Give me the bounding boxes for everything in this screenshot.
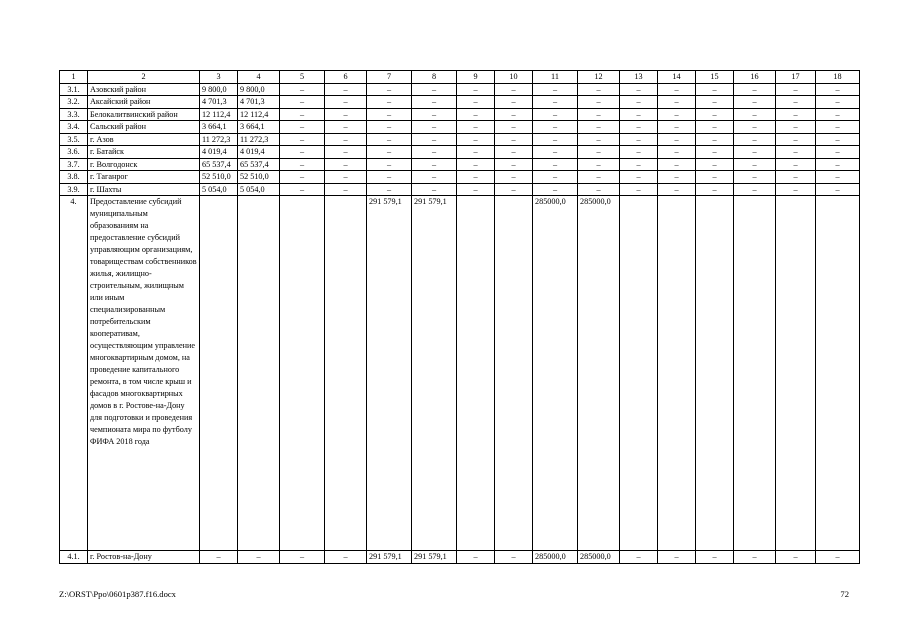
dash-cell: – (280, 83, 325, 96)
value-cell: 4 701,3 (200, 96, 238, 109)
header-cell: 4 (238, 71, 280, 84)
dash-cell: – (280, 121, 325, 134)
dash-cell: – (533, 83, 578, 96)
value-cell: 12 112,4 (200, 108, 238, 121)
value-cell: 291 579,1 (367, 196, 412, 551)
empty-cell (816, 196, 860, 551)
dash-cell: – (325, 96, 367, 109)
dash-cell: – (776, 108, 816, 121)
value-cell: 65 537,4 (200, 158, 238, 171)
row-number: 3.8. (60, 171, 88, 184)
dash-cell: – (696, 146, 734, 159)
dash-cell: – (734, 96, 776, 109)
row-number: 3.2. (60, 96, 88, 109)
table-row (60, 183, 860, 196)
dash-cell: – (325, 551, 367, 564)
dash-cell: – (816, 108, 860, 121)
dash-cell: – (495, 171, 533, 184)
dash-cell: – (578, 83, 620, 96)
value-cell: 5 054,0 (200, 183, 238, 196)
dash-cell: – (816, 171, 860, 184)
empty-cell (776, 196, 816, 551)
dash-cell: – (696, 158, 734, 171)
dash-cell: – (578, 146, 620, 159)
value-cell: 12 112,4 (238, 108, 280, 121)
table-row (60, 551, 860, 564)
table-header-row (60, 71, 860, 84)
dash-cell: – (280, 158, 325, 171)
dash-cell: – (412, 146, 457, 159)
dash-cell: – (776, 121, 816, 134)
dash-cell: – (658, 121, 696, 134)
page-number: 72 (840, 589, 849, 599)
row-number: 3.1. (60, 83, 88, 96)
header-cell: 18 (816, 71, 860, 84)
value-cell: 291 579,1 (412, 551, 457, 564)
dash-cell: – (776, 551, 816, 564)
dash-cell: – (620, 551, 658, 564)
dash-cell: – (734, 146, 776, 159)
row-name: г. Ростов-на-Дону (88, 551, 200, 564)
dash-cell: – (776, 171, 816, 184)
dash-cell: – (734, 133, 776, 146)
value-cell: 4 019,4 (200, 146, 238, 159)
dash-cell: – (412, 121, 457, 134)
dash-cell: – (578, 108, 620, 121)
dash-cell: – (280, 171, 325, 184)
dash-cell: – (280, 551, 325, 564)
dash-cell: – (696, 121, 734, 134)
value-cell: 11 272,3 (200, 133, 238, 146)
dash-cell: – (734, 121, 776, 134)
dash-cell: – (578, 96, 620, 109)
dash-cell: – (578, 171, 620, 184)
dash-cell: – (412, 83, 457, 96)
dash-cell: – (620, 108, 658, 121)
dash-cell: – (816, 96, 860, 109)
empty-cell (238, 196, 280, 551)
empty-cell (696, 196, 734, 551)
dash-cell: – (696, 183, 734, 196)
dash-cell: – (658, 551, 696, 564)
dash-cell: – (412, 96, 457, 109)
dash-cell: – (620, 171, 658, 184)
value-cell: 285000,0 (578, 551, 620, 564)
empty-cell (200, 196, 238, 551)
dash-cell: – (412, 183, 457, 196)
dash-cell: – (457, 133, 495, 146)
dash-cell: – (776, 183, 816, 196)
dash-cell: – (495, 551, 533, 564)
dash-cell: – (457, 158, 495, 171)
dash-cell: – (696, 171, 734, 184)
row-number: 3.7. (60, 158, 88, 171)
file-path: Z:\ORST\Ppo\0601p387.f16.docx (59, 589, 176, 599)
dash-cell: – (495, 146, 533, 159)
dash-cell: – (816, 133, 860, 146)
dash-cell: – (533, 171, 578, 184)
document-sheet (59, 70, 849, 564)
value-cell: 291 579,1 (412, 196, 457, 551)
dash-cell: – (578, 133, 620, 146)
dash-cell: – (533, 133, 578, 146)
budget-table (59, 70, 860, 564)
dash-cell: – (658, 133, 696, 146)
dash-cell: – (620, 183, 658, 196)
dash-cell: – (367, 133, 412, 146)
table-row (60, 158, 860, 171)
dash-cell: – (495, 121, 533, 134)
dash-cell: – (412, 133, 457, 146)
table-row-section-4 (60, 196, 860, 551)
row-name: Белокалитвинский район (88, 108, 200, 121)
dash-cell: – (457, 551, 495, 564)
table-row (60, 96, 860, 109)
dash-cell: – (367, 121, 412, 134)
dash-cell: – (280, 133, 325, 146)
dash-cell: – (658, 158, 696, 171)
dash-cell: – (696, 551, 734, 564)
table-row (60, 108, 860, 121)
header-cell: 8 (412, 71, 457, 84)
header-cell: 5 (280, 71, 325, 84)
row-number: 3.6. (60, 146, 88, 159)
header-cell: 7 (367, 71, 412, 84)
dash-cell: – (578, 158, 620, 171)
header-cell: 2 (88, 71, 200, 84)
empty-cell (495, 196, 533, 551)
dash-cell: – (620, 96, 658, 109)
dash-cell: – (495, 183, 533, 196)
table-row (60, 146, 860, 159)
dash-cell: – (734, 108, 776, 121)
dash-cell: – (658, 83, 696, 96)
value-cell: 52 510,0 (200, 171, 238, 184)
dash-cell: – (457, 108, 495, 121)
value-cell: 65 537,4 (238, 158, 280, 171)
row-name: Аксайский район (88, 96, 200, 109)
dash-cell: – (325, 183, 367, 196)
dash-cell: – (367, 146, 412, 159)
dash-cell: – (658, 171, 696, 184)
row-name: Предоставление субсидий муниципальным образованиям на предоставление субсидий управляющим организациям, товариществам собственников жилья, жилищно-строительным, жилищным или иным специализированным потребительским кооперативам, осуществляющим управление многоквартирным домом, на проведение капитального ремонта, в том числе крыш и фасадов многоквартирных домов в г. Ростове-на-Дону для подготовки и проведения чемпионата мира по футболу ФИФА 2018 года (88, 196, 200, 551)
dash-cell: – (200, 551, 238, 564)
dash-cell: – (533, 183, 578, 196)
dash-cell: – (457, 83, 495, 96)
dash-cell: – (620, 158, 658, 171)
dash-cell: – (734, 183, 776, 196)
dash-cell: – (495, 108, 533, 121)
dash-cell: – (734, 551, 776, 564)
table-row (60, 133, 860, 146)
row-name: Сальский район (88, 121, 200, 134)
dash-cell: – (533, 96, 578, 109)
dash-cell: – (325, 133, 367, 146)
table-row (60, 83, 860, 96)
dash-cell: – (620, 121, 658, 134)
dash-cell: – (280, 96, 325, 109)
row-name: г. Таганрог (88, 171, 200, 184)
dash-cell: – (367, 83, 412, 96)
dash-cell: – (816, 158, 860, 171)
dash-cell: – (457, 183, 495, 196)
dash-cell: – (816, 551, 860, 564)
dash-cell: – (776, 133, 816, 146)
header-cell: 15 (696, 71, 734, 84)
dash-cell: – (457, 146, 495, 159)
dash-cell: – (696, 133, 734, 146)
dash-cell: – (238, 551, 280, 564)
row-name: г. Батайск (88, 146, 200, 159)
row-name: Азовский район (88, 83, 200, 96)
dash-cell: – (325, 146, 367, 159)
row-name: г. Азов (88, 133, 200, 146)
value-cell: 3 664,1 (200, 121, 238, 134)
dash-cell: – (325, 121, 367, 134)
dash-cell: – (816, 146, 860, 159)
table-row (60, 121, 860, 134)
row-number: 3.3. (60, 108, 88, 121)
dash-cell: – (457, 121, 495, 134)
dash-cell: – (734, 171, 776, 184)
dash-cell: – (457, 96, 495, 109)
empty-cell (734, 196, 776, 551)
value-cell: 4 019,4 (238, 146, 280, 159)
dash-cell: – (816, 183, 860, 196)
dash-cell: – (734, 83, 776, 96)
dash-cell: – (495, 133, 533, 146)
dash-cell: – (412, 158, 457, 171)
dash-cell: – (495, 158, 533, 171)
row-number: 4.1. (60, 551, 88, 564)
table-row (60, 171, 860, 184)
dash-cell: – (533, 158, 578, 171)
value-cell: 3 664,1 (238, 121, 280, 134)
header-cell: 16 (734, 71, 776, 84)
dash-cell: – (325, 171, 367, 184)
dash-cell: – (367, 96, 412, 109)
dash-cell: – (776, 83, 816, 96)
dash-cell: – (620, 133, 658, 146)
value-cell: 5 054,0 (238, 183, 280, 196)
empty-cell (658, 196, 696, 551)
header-cell: 9 (457, 71, 495, 84)
dash-cell: – (696, 83, 734, 96)
dash-cell: – (412, 171, 457, 184)
dash-cell: – (533, 146, 578, 159)
dash-cell: – (325, 108, 367, 121)
dash-cell: – (325, 83, 367, 96)
dash-cell: – (816, 121, 860, 134)
header-cell: 13 (620, 71, 658, 84)
empty-cell (280, 196, 325, 551)
empty-cell (325, 196, 367, 551)
dash-cell: – (776, 158, 816, 171)
dash-cell: – (776, 146, 816, 159)
value-cell: 9 800,0 (238, 83, 280, 96)
dash-cell: – (367, 171, 412, 184)
dash-cell: – (658, 183, 696, 196)
row-number: 3.9. (60, 183, 88, 196)
dash-cell: – (533, 121, 578, 134)
header-cell: 1 (60, 71, 88, 84)
dash-cell: – (367, 183, 412, 196)
header-cell: 3 (200, 71, 238, 84)
dash-cell: – (367, 108, 412, 121)
row-name: г. Шахты (88, 183, 200, 196)
dash-cell: – (658, 96, 696, 109)
dash-cell: – (280, 108, 325, 121)
dash-cell: – (578, 121, 620, 134)
value-cell: 285000,0 (533, 196, 578, 551)
header-cell: 14 (658, 71, 696, 84)
dash-cell: – (457, 171, 495, 184)
value-cell: 285000,0 (578, 196, 620, 551)
row-number: 4. (60, 196, 88, 551)
dash-cell: – (325, 158, 367, 171)
dash-cell: – (578, 183, 620, 196)
row-number: 3.4. (60, 121, 88, 134)
value-cell: 11 272,3 (238, 133, 280, 146)
dash-cell: – (816, 83, 860, 96)
header-cell: 11 (533, 71, 578, 84)
row-number: 3.5. (60, 133, 88, 146)
empty-cell (457, 196, 495, 551)
dash-cell: – (776, 96, 816, 109)
value-cell: 9 800,0 (200, 83, 238, 96)
dash-cell: – (533, 108, 578, 121)
dash-cell: – (495, 83, 533, 96)
value-cell: 52 510,0 (238, 171, 280, 184)
dash-cell: – (620, 83, 658, 96)
dash-cell: – (696, 96, 734, 109)
dash-cell: – (696, 108, 734, 121)
value-cell: 285000,0 (533, 551, 578, 564)
empty-cell (620, 196, 658, 551)
dash-cell: – (620, 146, 658, 159)
dash-cell: – (495, 96, 533, 109)
dash-cell: – (412, 108, 457, 121)
header-cell: 12 (578, 71, 620, 84)
header-cell: 6 (325, 71, 367, 84)
dash-cell: – (280, 183, 325, 196)
dash-cell: – (280, 146, 325, 159)
row-name: г. Волгодонск (88, 158, 200, 171)
dash-cell: – (734, 158, 776, 171)
header-cell: 17 (776, 71, 816, 84)
value-cell: 4 701,3 (238, 96, 280, 109)
dash-cell: – (658, 146, 696, 159)
value-cell: 291 579,1 (367, 551, 412, 564)
dash-cell: – (658, 108, 696, 121)
header-cell: 10 (495, 71, 533, 84)
dash-cell: – (367, 158, 412, 171)
